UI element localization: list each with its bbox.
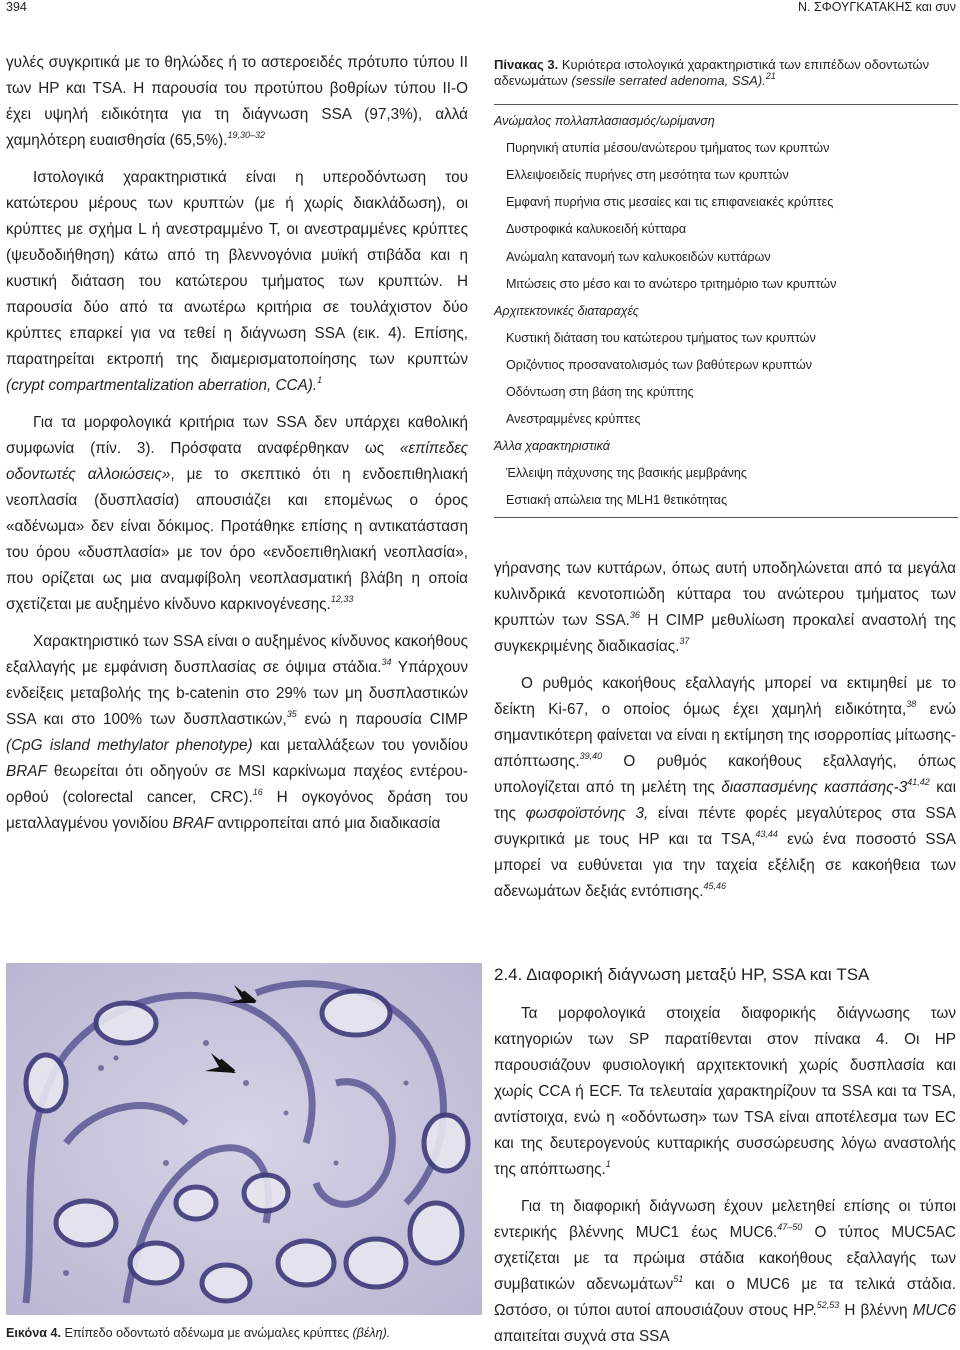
page-header (0, 0, 960, 18)
running-head: Ν. ΣΦΟΥΓΚΑΤΑΚΗΣ και συν (798, 0, 956, 14)
table-section-heading: Ανώμαλος πολλαπλασιασμός/ωρίμανση (494, 114, 715, 128)
table-row: Πυρηνική ατυπία μέσου/ανώτερου τμήματος των κρυπτών (506, 141, 830, 156)
paragraph: γυλές συγκριτικά με το θηλώδες ή το αστεροειδές πρότυπο τύπου II των HP και TSA. Η παρουσία του προτύπου βοθρίων τύπου II-O έχει υψηλή ειδικότητα για τη διάγνωση SSA (97,3%), αλλά χαμηλότερη ευαισθησία (65,5%).$^{19,30-32}$ (6, 54, 468, 149)
paragraph: Για τη διαφορική διάγνωση έχουν μελετηθεί επίσης οι τύποι εντερικής βλέννης MUC1 έως MUC6.$^{47-50}$ Ο τύπος MUC5AC σχετίζεται με τα πρώιμα στάδια κακοήθους εξαλλαγής των συμβατικών αδενωμάτων$^{51}$ και ο MUC6 με τα τελικά στάδια. Ωστόσο, οι τύποι αυτοί απουσιάζουν στους HP.$^{52,53}$ Η βλέννη MUC6 απαιτείται συχνά στα SSA (494, 1198, 956, 1345)
paragraph: Ιστολογικά χαρακτηριστικά είναι η υπεροδόντωση του κατώτερου μέρους των κρυπτών (με ή χωρίς διακλάδωση), οι κρύπτες με σχήμα L ή ανεστραμμένο T, οι ανεστραμμένες κρύπτες (ψευδοδιήθηση) κάτω από τη βλεννογόνια μυϊκή στιβάδα και η κυστική διάταση του κατώτερου τμήματος των κρυπτών. Η παρουσία δύο από τα ανωτέρω κριτήρια σε τουλάχιστον δύο κρύπτες επαρκεί για να τεθεί η διάγνωση SSA (εικ. 4). Επίσης, παρατηρείται εκτροπή της διαμερισματοποίησης των κρυπτών (crypt compartmentalization aberration, CCA).$^1$ (6, 169, 468, 394)
left-column (6, 50, 468, 837)
table-row: Δυστροφικά καλυκοειδή κύτταρα (506, 222, 687, 237)
right-column (494, 556, 956, 905)
table-row: Ανεστραμμένες κρύπτες (506, 412, 641, 427)
table-row: Εμφανή πυρήνια στις μεσαίες και τις επιφανειακές κρύπτες (506, 195, 834, 210)
table-section-heading: Άλλα χαρακτηριστικά (494, 439, 610, 454)
paragraph: Τα μορφολογικά στοιχεία διαφορικής διάγνωσης των κατηγοριών των SP παρατίθενται στον πίνακα 4. Οι HP παρουσιάζουν φυσιολογική αρχιτεκτονική χωρίς δυσπλασία και χωρίς CCA ή ECF. Τα τελευταία χαρακτηρίζουν τα SSA και τα TSA, αντίστοιχα, ενώ η «οδόντωση» των TSA είναι αποτέλεσμα των EC και της δευτερογενούς κυτταρικής συσσώρευσης λόγω αναστολής της απόπτωσης.$^1$ (494, 1005, 956, 1178)
section-heading: 2.4. Διαφορική διάγνωση μεταξύ HP, SSA και TSA (494, 965, 870, 984)
table-row: Οριζόντιος προσανατολισμός των βαθύτερων κρυπτών (506, 357, 813, 372)
table-row: Εστιακή απώλεια της MLH1 θετικότητας (506, 493, 728, 508)
table-section-heading: Αρχιτεκτονικές διαταραχές (494, 303, 639, 318)
histology-micrograph (6, 963, 482, 1315)
table-row: Οδόντωση στη βάση της κρύπτης (506, 385, 694, 399)
table-caption: Πίνακας 3. Κυριότερα ιστολογικά χαρακτηριστικά των επιπέδων οδοντωτών αδενωμάτων (sessile serrated adenoma, SSA).$^{21}$ (494, 57, 930, 88)
paragraph: Ο ρυθμός κακοήθους εξαλλαγής μπορεί να εκτιμηθεί με το δείκτη Ki-67, ο οποίος όμως έχει χαμηλή ειδικότητα,$^{38}$ ενώ σημαντικότερη φαίνεται να είναι η εκτίμηση της ισορροπίας μίτωσης-απόπτωσης.$^{39,40}$ Ο ρυθμός κακοήθους εξαλλαγής, όπως υπολογίζεται από τη μελέτη της διασπασμένης κασπάσης-3$^{41,42}$ και της φωσφοϊστόνης 3, είναι πέντε φορές μεγαλύτερος στα SSA συγκριτικά με τους HP και τα TSA,$^{43,44}$ ενώ ένα ποσοστό SSA μπορεί να ευθύνεται για την ταχεία εξέλιξη σε κακοήθεια των αδενωμάτων δεξιάς εντόπισης.$^{45,46}$ (494, 675, 956, 900)
table-row: Μιτώσεις στο μέσο και το ανώτερο τριτημόριο των κρυπτών (506, 276, 837, 291)
right-column-lower (494, 1001, 956, 1350)
table-row: Ανώμαλη κατανομή των καλυκοειδών κυττάρων (506, 249, 771, 264)
table-row: Ελλειψοειδείς πυρήνες στη μεσότητα των κρυπτών (506, 168, 789, 183)
figure-caption: Εικόνα 4. Επίπεδο οδοντωτό αδένωμα με ανώμαλες κρύπτες (βέλη). (6, 1326, 391, 1340)
paragraph: γήρανσης των κυττάρων, όπως αυτή υποδηλώνεται από τα μεγάλα κυλινδρικά κενοτοπιώδη κύτταρα του ανώτερου τμήματος των κρυπτών των SSA.$^{36}$ Η CIMP μεθυλίωση προκαλεί αναστολή της συγκεκριμένης διαδικασίας.$^{37}$ (494, 560, 956, 655)
paragraph: Για τα μορφολογικά κριτήρια των SSA δεν υπάρχει καθολική συμφωνία (πίν. 3). Πρόσφατα αναφέρθηκαν ως «επίπεδες οδοντωτές αλλοιώσεις», με το σκεπτικό ότι η ενδοεπιθηλιακή νεοπλασία (δυσπλασία) απουσιάζει και επομένως ο όρος «αδένωμα» δεν είναι δόκιμος. Προτάθηκε επίσης η αντικατάσταση του όρου «δυσπλασία» με τον όρο «ενδοεπιθηλιακή νεοπλασία», που ορίζεται ως μια αναμφίβολη νεοπλασματική βλάβη η οποία σχετίζεται με αυξημένο κίνδυνο καρκινογένεσης.$^{12,33}$ (6, 414, 469, 613)
page-number: 394 (6, 0, 27, 14)
table-row: Έλλειψη πάχυνσης της βασικής μεμβράνης (506, 466, 747, 481)
table-row: Κυστική διάταση του κατώτερου τμήματος των κρυπτών (506, 330, 816, 345)
table-3 (494, 104, 958, 518)
paragraph: Χαρακτηριστικό των SSA είναι ο αυξημένος κίνδυνος κακοήθους εξαλλαγής με εμφάνιση δυσπλασίας σε όψιμα στάδια.$^{34}$ Υπάρχουν ενδείξεις μεταβολής της b-catenin στο 29% των μη δυσπλαστικών SSA και στο 100% των δυσπλαστικών,$^{35}$ ενώ η παρουσία CIMP (CpG island methylator phenotype) και μεταλλάξεων του γονιδίου BRAF θεωρείται ότι οδηγούν σε MSI καρκίνωμα παχέος εντέρου-ορθού (colorectal cancer, CRC).$^{16}$ Η ογκογόνος δράση του μεταλλαγμένου γονιδίου BRAF αντιρροπείται από μια διαδικασία (6, 633, 468, 832)
micrograph-image (6, 963, 482, 1315)
